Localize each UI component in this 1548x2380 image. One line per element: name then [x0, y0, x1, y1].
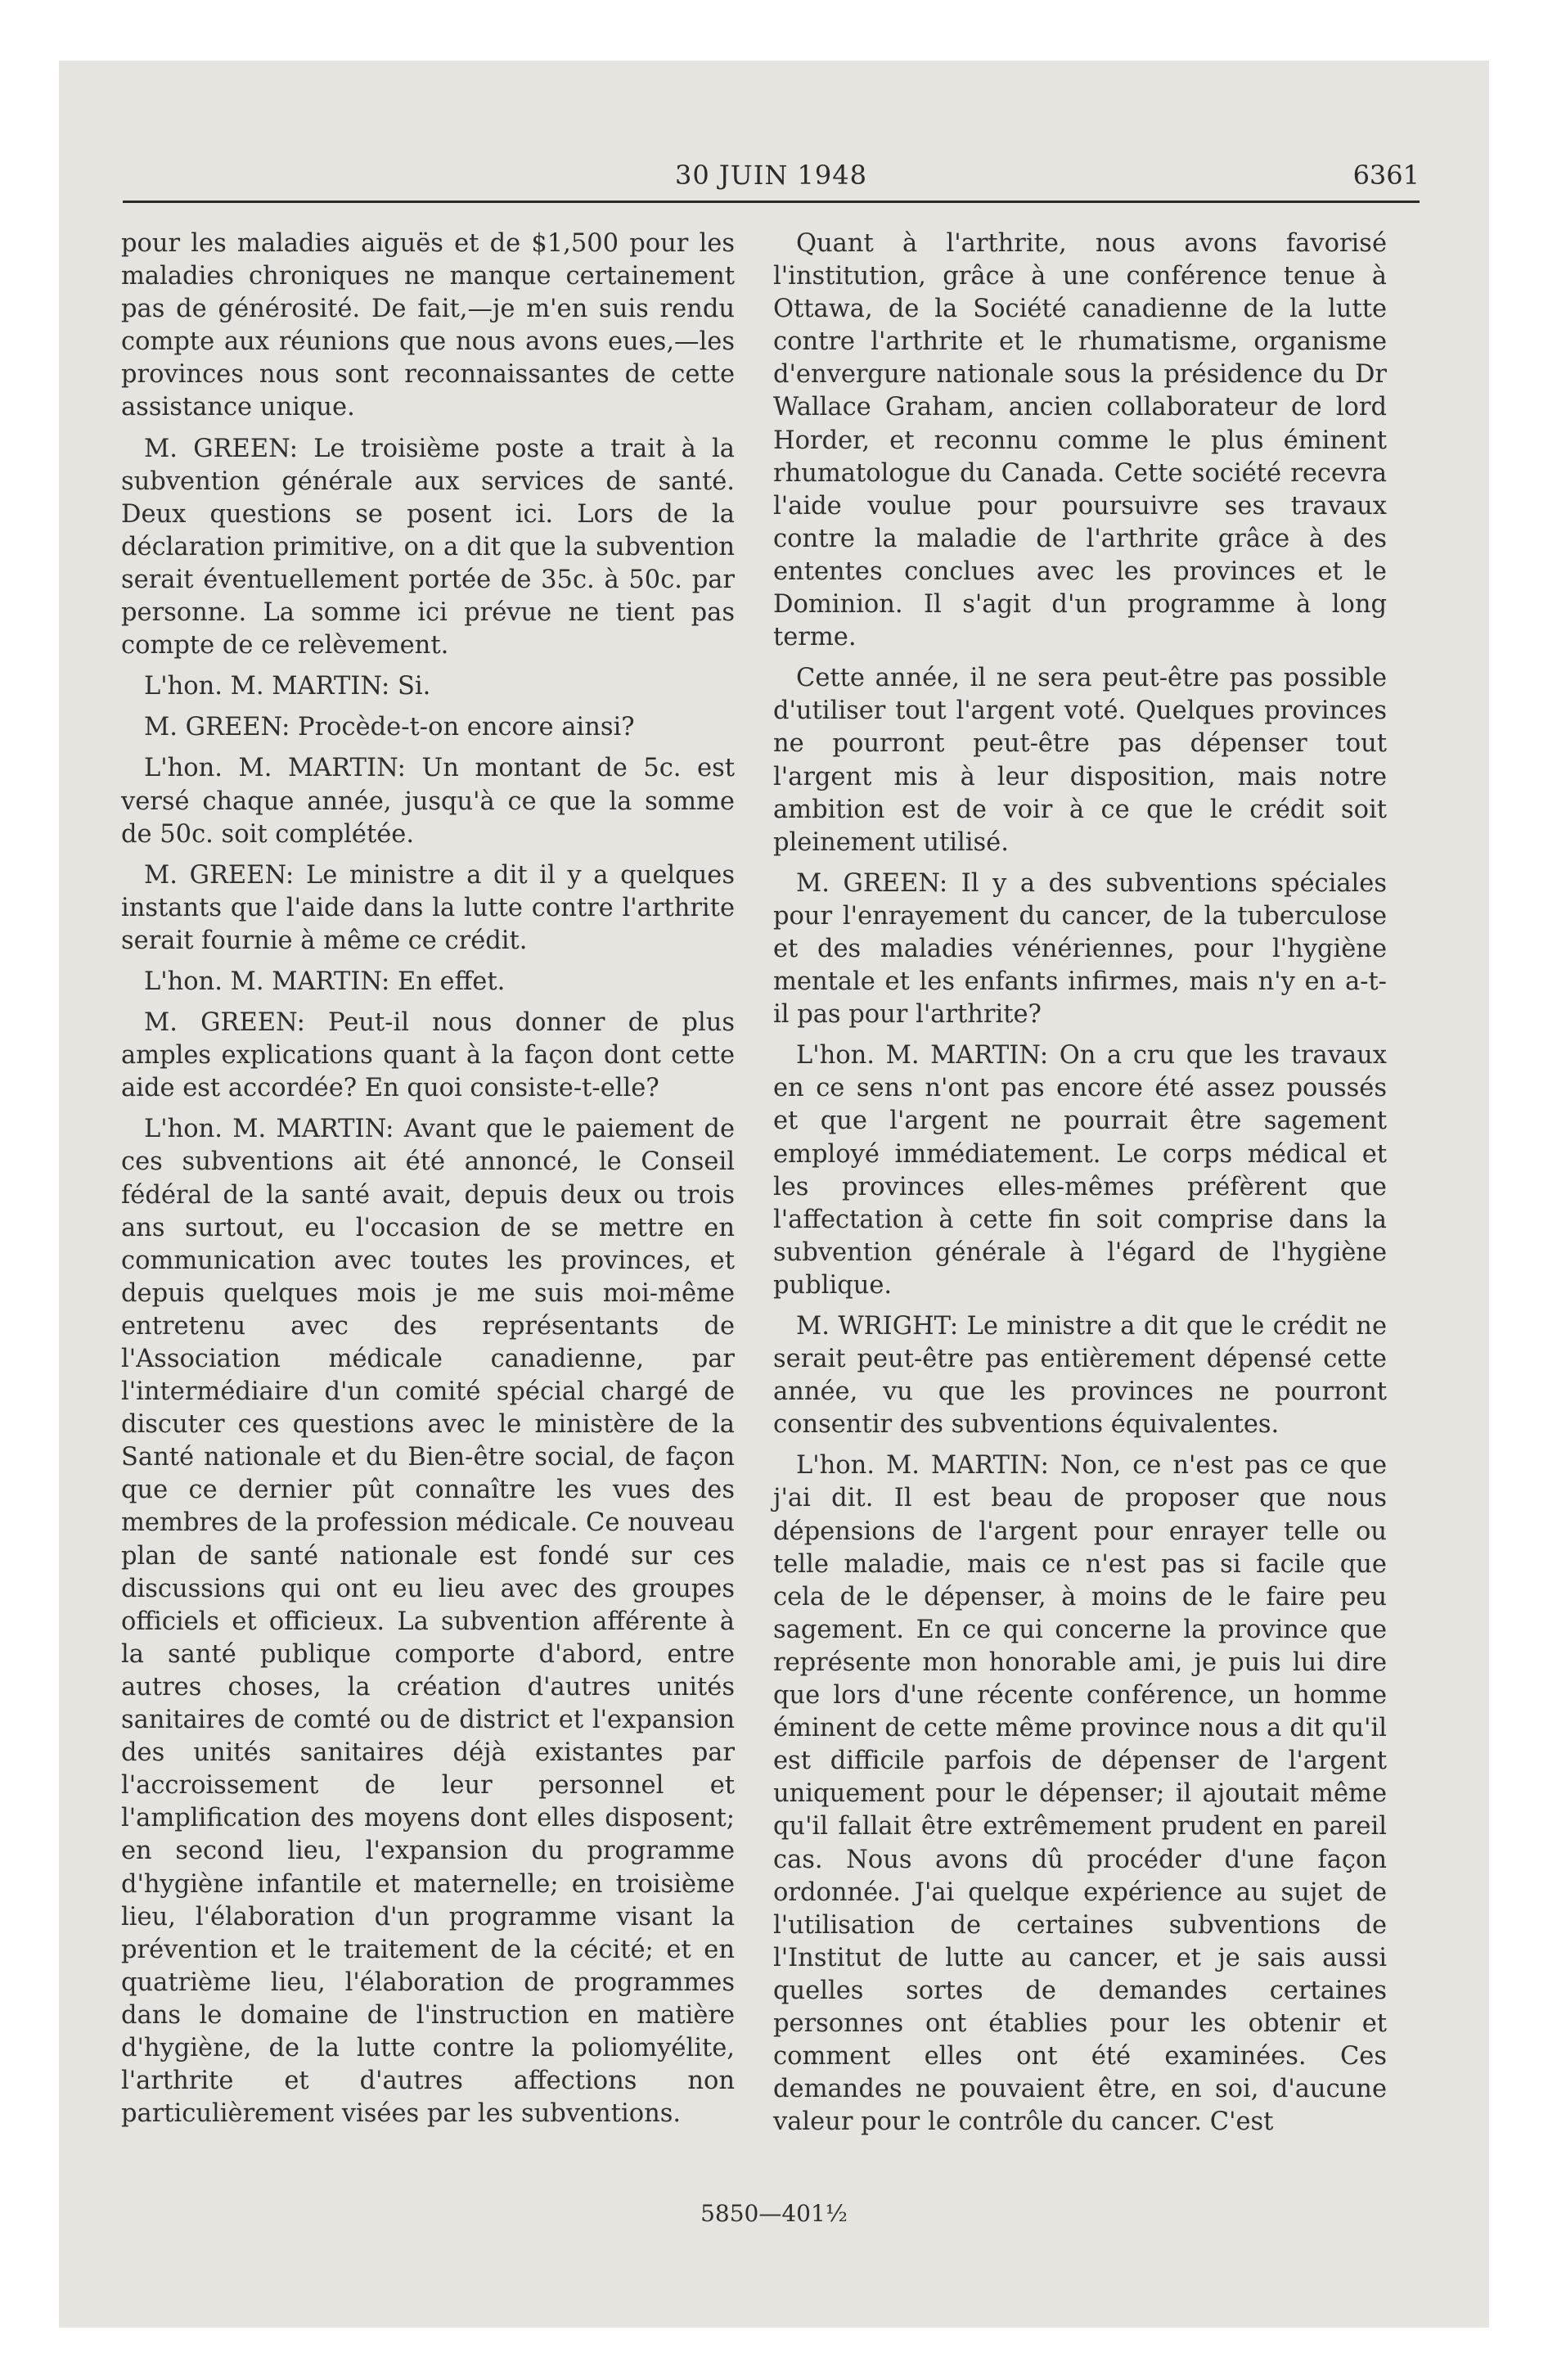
page-header: [123, 160, 1420, 203]
paragraph: L'hon. M. MARTIN: Avant que le paiement de ces subventions ait été annoncé, le Conseil fédéral de la santé avait, depuis deux ou trois ans surtout, eu l'occasion de se mettre en communication avec toutes les provinces, et depuis quelques mois je me suis moi-même entretenu avec des représentants de l'Association médicale canadienne, par l'intermédiaire d'un comité spécial chargé de discuter ces questions avec le ministère de la Santé nationale et du Bien-être social, de façon que ce dernier pût connaître les vues des membres de la profession médicale. Ce nouveau plan de santé nationale est fondé sur ces discussions qui ont eu lieu avec des groupes officiels et officieux. La subvention afférente à la santé publique comporte d'abord, entre autres choses, la création d'autres unités sanitaires de comté ou de district et l'expansion des unités sanitaires déjà existantes par l'accroissement de leur personnel et l'amplification des moyens dont elles disposent; en second lieu, l'expansion du programme d'hygiène infantile et maternelle; en troisième lieu, l'élaboration d'un programme visant la prévention et le traitement de la cécité; et en quatrième lieu, l'élaboration de programmes dans le domaine de l'instruction en matière d'hygiène, de la lutte contre la poliomyélite, l'arthrite et d'autres affections non particulièrement visées par les subventions.: [121, 1115, 735, 2129]
paragraph: M. GREEN: Il y a des subventions spéciales pour l'enrayement du cancer, de la tuberculose et des maladies vénériennes, pour l'hygiène mentale et les enfants infirmes, mais n'y en a-t-il pas pour l'arthrite?: [773, 868, 1387, 1030]
left-column: [121, 228, 735, 2139]
paragraph: L'hon. M. MARTIN: On a cru que les travaux en ce sens n'ont pas encore été assez poussés et que l'argent ne pourrait être sagement employé immédiatement. Le corps médical et les provinces elles-mêmes préfèrent que l'affectation à cette fin soit comprise dans la subvention générale à l'égard de l'hygiène publique.: [773, 1041, 1387, 1300]
paragraph: M. GREEN: Peut-il nous donner de plus amples explications quant à la façon dont cette aide est accordée? En quoi consiste-t-elle?: [121, 1008, 735, 1103]
paragraph: L'hon. M. MARTIN: Un montant de 5c. est versé chaque année, jusqu'à ce que la somme de 50c. soit complétée.: [121, 754, 735, 849]
paragraph: Cette année, il ne sera peut-être pas possible d'utiliser tout l'argent voté. Quelques provinces ne pourront peut-être pas dépenser tout l'argent mis à leur disposition, mais notre ambition est de voir à ce que le crédit soit pleinement utilisé.: [773, 664, 1387, 857]
page-signature: 5850—401½: [700, 2200, 848, 2227]
paragraph: M. GREEN: Procède-t-on encore ainsi?: [144, 713, 635, 742]
paragraph: L'hon. M. MARTIN: Si.: [144, 672, 431, 701]
page-number: 6361: [1352, 160, 1420, 191]
paragraph: pour les maladies aiguës et de $1,500 pour les maladies chroniques ne manque certainement pas de générosité. De fait,—je m'en suis rendu compte aux réunions que nous avons eues,—les provinces nous sont reconnaissantes de cette assistance unique.: [121, 229, 735, 422]
paragraph: M. GREEN: Le ministre a dit il y a quelques instants que l'aide dans la lutte contre l'arthrite serait fournie à même ce crédit.: [121, 860, 735, 955]
paragraph: L'hon. M. MARTIN: Non, ce n'est pas ce que j'ai dit. Il est beau de proposer que nous dépensions de l'argent pour enrayer telle ou telle maladie, mais ce n'est pas si facile que cela de le dépenser, à moins de le faire peu sagement. En ce qui concerne la province que représente mon honorable ami, je puis lui dire que lors d'une récente conférence, un homme éminent de cette même province nous a dit qu'il est difficile parfois de dépenser de l'argent uniquement pour le dépenser; il ajoutait même qu'il fallait être extrêmement prudent en pareil cas. Nous avons dû procéder d'une façon ordonnée. J'ai quelque expérience au sujet de l'utilisation de certaines subventions de l'Institut de lutte au cancer, et je sais aussi quelles sortes de demandes certaines personnes ont établies pour les obtenir et comment elles ont été examinées. Ces demandes ne pouvaient être, en soi, d'aucune valeur pour le contrôle du cancer. C'est: [773, 1451, 1387, 2137]
paragraph: L'hon. M. MARTIN: En effet.: [144, 967, 506, 996]
paragraph: M. WRIGHT: Le ministre a dit que le crédit ne serait peut-être pas entièrement dépensé cette année, vu que les provinces ne pourront consentir des subventions équivalentes.: [773, 1312, 1387, 1440]
right-column: [773, 228, 1387, 2147]
paragraph: Quant à l'arthrite, nous avons favorisé l'institution, grâce à une conférence tenue à Ottawa, de la Société canadienne de la lutte contre l'arthrite et le rhumatisme, organisme d'envergure nationale sous la présidence du Dr Wallace Graham, ancien collaborateur de lord Horder, et reconnu comme le plus éminent rhumatologue du Canada. Cette société recevra l'aide voulue pour poursuivre ses travaux contre la maladie de l'arthrite grâce à des ententes conclues avec les provinces et le Dominion. Il s'agit d'un programme à long terme.: [773, 229, 1387, 652]
header-date: 30 JUIN 1948: [675, 160, 867, 191]
paragraph: M. GREEN: Le troisième poste a trait à la subvention générale aux services de santé. Deux questions se posent ici. Lors de la déclaration primitive, on a dit que la subvention serait éventuellement portée de 35c. à 50c. par personne. La somme ici prévue ne tient pas compte de ce relèvement.: [121, 434, 735, 660]
